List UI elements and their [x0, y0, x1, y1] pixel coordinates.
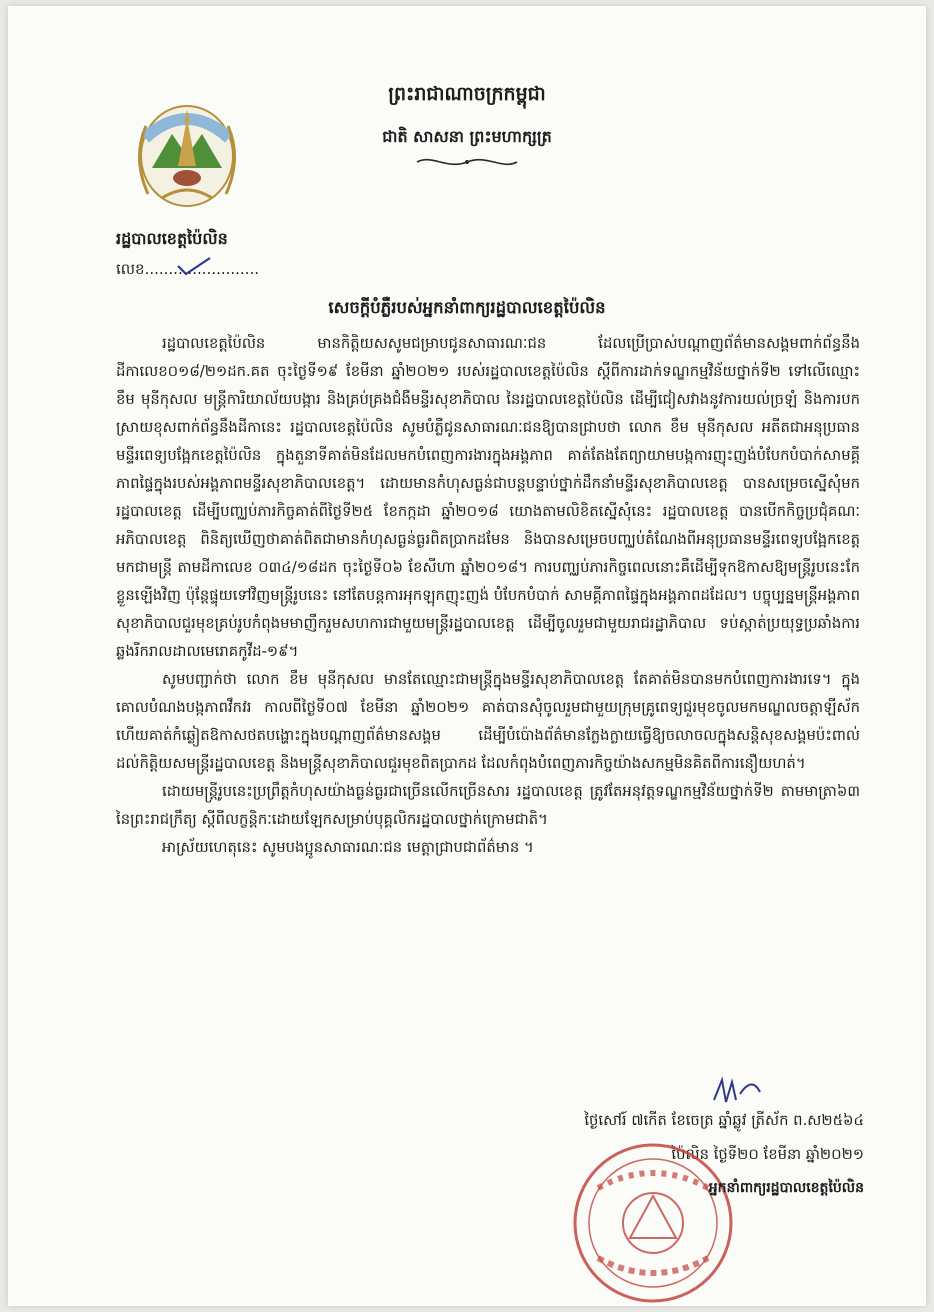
ornament-divider — [412, 154, 522, 170]
issuer-name: រដ្ឋបាលខេត្តប៉ៃលិន — [116, 229, 228, 248]
place-and-date: ប៉ៃលិន ថ្ងៃទី២០ ខែមីនា ឆ្នាំ២០២១ — [671, 1146, 864, 1163]
provincial-emblem-logo — [112, 98, 262, 218]
handwritten-check-mark — [174, 254, 214, 278]
initial-signature — [708, 1074, 768, 1108]
signatory-title: អ្នកនាំពាក្យរដ្ឋបាលខេត្តប៉ៃលិន — [708, 1180, 864, 1196]
official-seal-stamp — [568, 1138, 738, 1306]
paragraph-1: រដ្ឋបាលខេត្តប៉ៃលិន មានកិត្តិយសសូមជម្រាបជូនសាធារណៈជន ដែលប្រើប្រាស់បណ្តាញព័ត៌មានសង្គមពាក់ព័ន្ធនឹងដីកាលេខ០១៨/២១ដក.គត ចុះថ្ងៃទី១៩ ខែមីនា ឆ្នាំ២០២១ របស់រដ្ឋបាលខេត្តប៉ៃលិន ស្តីពីការដាក់ទណ្ឌកម្មវិន័យថ្នាក់ទី២ ទៅលើឈ្មោះ ខឹម មុនីកុសល មន្ត្រីការិយាល័យបង្ការ និងគ្រប់គ្រងជំងឺមន្ទីរសុខាភិបាល នៃរដ្ឋបាលខេត្តប៉ៃលិន ដើម្បីជៀសវាងនូវការយល់ច្រឡំ និងការបកស្រាយខុសពាក់ព័ន្ធនឹងដីកានេះ រដ្ឋបាលខេត្តប៉ៃលិន សូមបំភ្លឺជូនសាធារណៈជនឱ្យបានជ្រាបថា លោក ខឹម មុនីកុសល អតីតជាអនុប្រធានមន្ទីរពេទ្យបង្អែកខេត្តប៉ៃលិន ក្នុងតួនាទីគាត់មិនដែលមកបំពេញការងារក្នុងអង្គភាព គាត់តែងតែព្យាយាមបង្កការញុះញង់បំបែកបំបាក់សាមគ្គីភាពផ្ទៃក្នុងរបស់អង្គភាពមន្ទីរសុខាភិបាលខេត្ត។ ដោយមានកំហុសធ្ងន់ជាបន្តបន្ទាប់ថ្នាក់ដឹកនាំមន្ទីរសុខាភិបាលខេត្ត បានសម្រេចស្នើសុំមករដ្ឋបាលខេត្ត ដើម្បីបញ្ឈប់ភារកិច្ចគាត់ពីថ្ងៃទី២៥ ខែកក្កដា ឆ្នាំ២០១៨ យោងតាមលិខិតស្នើសុំនេះ រដ្ឋបាលខេត្ត បានបើកកិច្ចប្រជុំគណៈអភិបាលខេត្ត ពិនិត្យឃើញថាគាត់ពិតជាមានកំហុសធ្ងន់ធ្ងរពិតប្រាកដមែន និងបានសម្រេចបញ្ឈប់តំណែងពីអនុប្រធានមន្ទីរពេទ្យបង្អែកខេត្ត មកជាមន្ត្រី តាមដីកាលេខ ០៣៤/១៨ដក ចុះថ្ងៃទី០៦ ខែសីហា ឆ្នាំ២០១៨។ ការបញ្ឈប់ភារកិច្ចពេលនោះគឺដើម្បីទុកឱកាសឱ្យមន្ត្រីរូបនេះកែខ្លួនឡើងវិញ ប៉ុន្តែផ្ទុយទៅវិញមន្ត្រីរូបនេះ នៅតែបន្តការអុកឡុកញុះញង់ បំបែកបំបាក់ សាមគ្គីភាពផ្ទៃក្នុងអង្គភាពដដែល។ បច្ចុប្បន្នមន្ត្រីអង្គភាពសុខាភិបាលជួរមុខគ្រប់រូបកំពុងមមាញឹករួមសហការជាមួយមន្ត្រីរដ្ឋបាលខេត្ត ដើម្បីចូលរួមជាមួយរាជរដ្ឋាភិបាល ទប់ស្កាត់ប្រយុទ្ធប្រឆាំងការឆ្លងរីករាលដាលមេរោគកូវីដ-១៩។ — [116, 335, 860, 660]
paragraph-4: អាស្រ័យហេតុនេះ សូមបងប្អូនសាធារណៈជន មេត្តាជ្រាបជាព័ត៌មាន ។ — [162, 839, 534, 856]
reference-number: លេខ........................ — [116, 260, 259, 278]
paragraph-3: ដោយមន្ត្រីរូបនេះប្រព្រឹត្តកំហុសយ៉ាងធ្ងន់ធ្ងរជាច្រើនលើកច្រើនសារ រដ្ឋបាលខេត្ត ត្រូវតែអនុវត្តទណ្ឌកម្មវិន័យថ្នាក់ទី២ តាមមាត្រា៦៣ នៃព្រះរាជក្រឹត្យ ស្តីពីលក្ខន្តិកៈដោយឡែកសម្រាប់បុគ្គលិករដ្ឋបាលថ្នាក់ក្រោមជាតិ។ — [116, 783, 860, 828]
body-text — [116, 330, 860, 862]
national-motto: ជាតិ សាសនា ព្រះមហាក្សត្រ — [382, 127, 552, 146]
kingdom-heading: ព្រះរាជាណាចក្រកម្ពុជា — [388, 83, 546, 105]
paragraph-2: សូមបញ្ជាក់ថា លោក ខឹម មុនីកុសល មានតែឈ្មោះជាមន្ត្រីក្នុងមន្ទីរសុខាភិបាលខេត្ត តែគាត់មិនបានមកបំពេញការងារទេ។ ក្នុងគោលបំណងបង្កភាពវឹកវរ កាលពីថ្ងៃទី០៧ ខែមីនា ឆ្នាំ២០២១ គាត់បានសុំចូលរួមជាមួយក្រុមគ្រូពេទ្យជួរមុខចូលមកមណ្ឌលចត្តាឡីស័ក ហើយគាត់កំឆ្លៀតឱកាសថតបង្ហោះក្នុងបណ្តាញព័ត៌មានសង្គម ដើម្បីបំប៉ោងព័ត៌មានក្លែងក្លាយធ្វើឱ្យចលាចលក្នុងសន្តិសុខសង្គមប៉ះពាល់ដល់កិត្តិយសមន្ត្រីរដ្ឋបាលខេត្ត និងមន្ត្រីសុខាភិបាលជួរមុខពិតប្រាកដ ដែលកំពុងបំពេញភារកិច្ចយ៉ាងសកម្មមិនគិតពីការនឿយហត់។ — [116, 671, 861, 772]
document-title: សេចក្តីបំភ្លឺរបស់អ្នកនាំពាក្យរដ្ឋបាលខេត្តប៉ៃលិន — [328, 298, 606, 317]
document-page — [8, 6, 926, 1306]
lunar-date: ថ្ងៃសៅរ៍ ៧កើត ខែចេត្រ ឆ្នាំឆ្លូវ ត្រីស័ក ព.ស២៥៦៤ — [584, 1112, 864, 1129]
